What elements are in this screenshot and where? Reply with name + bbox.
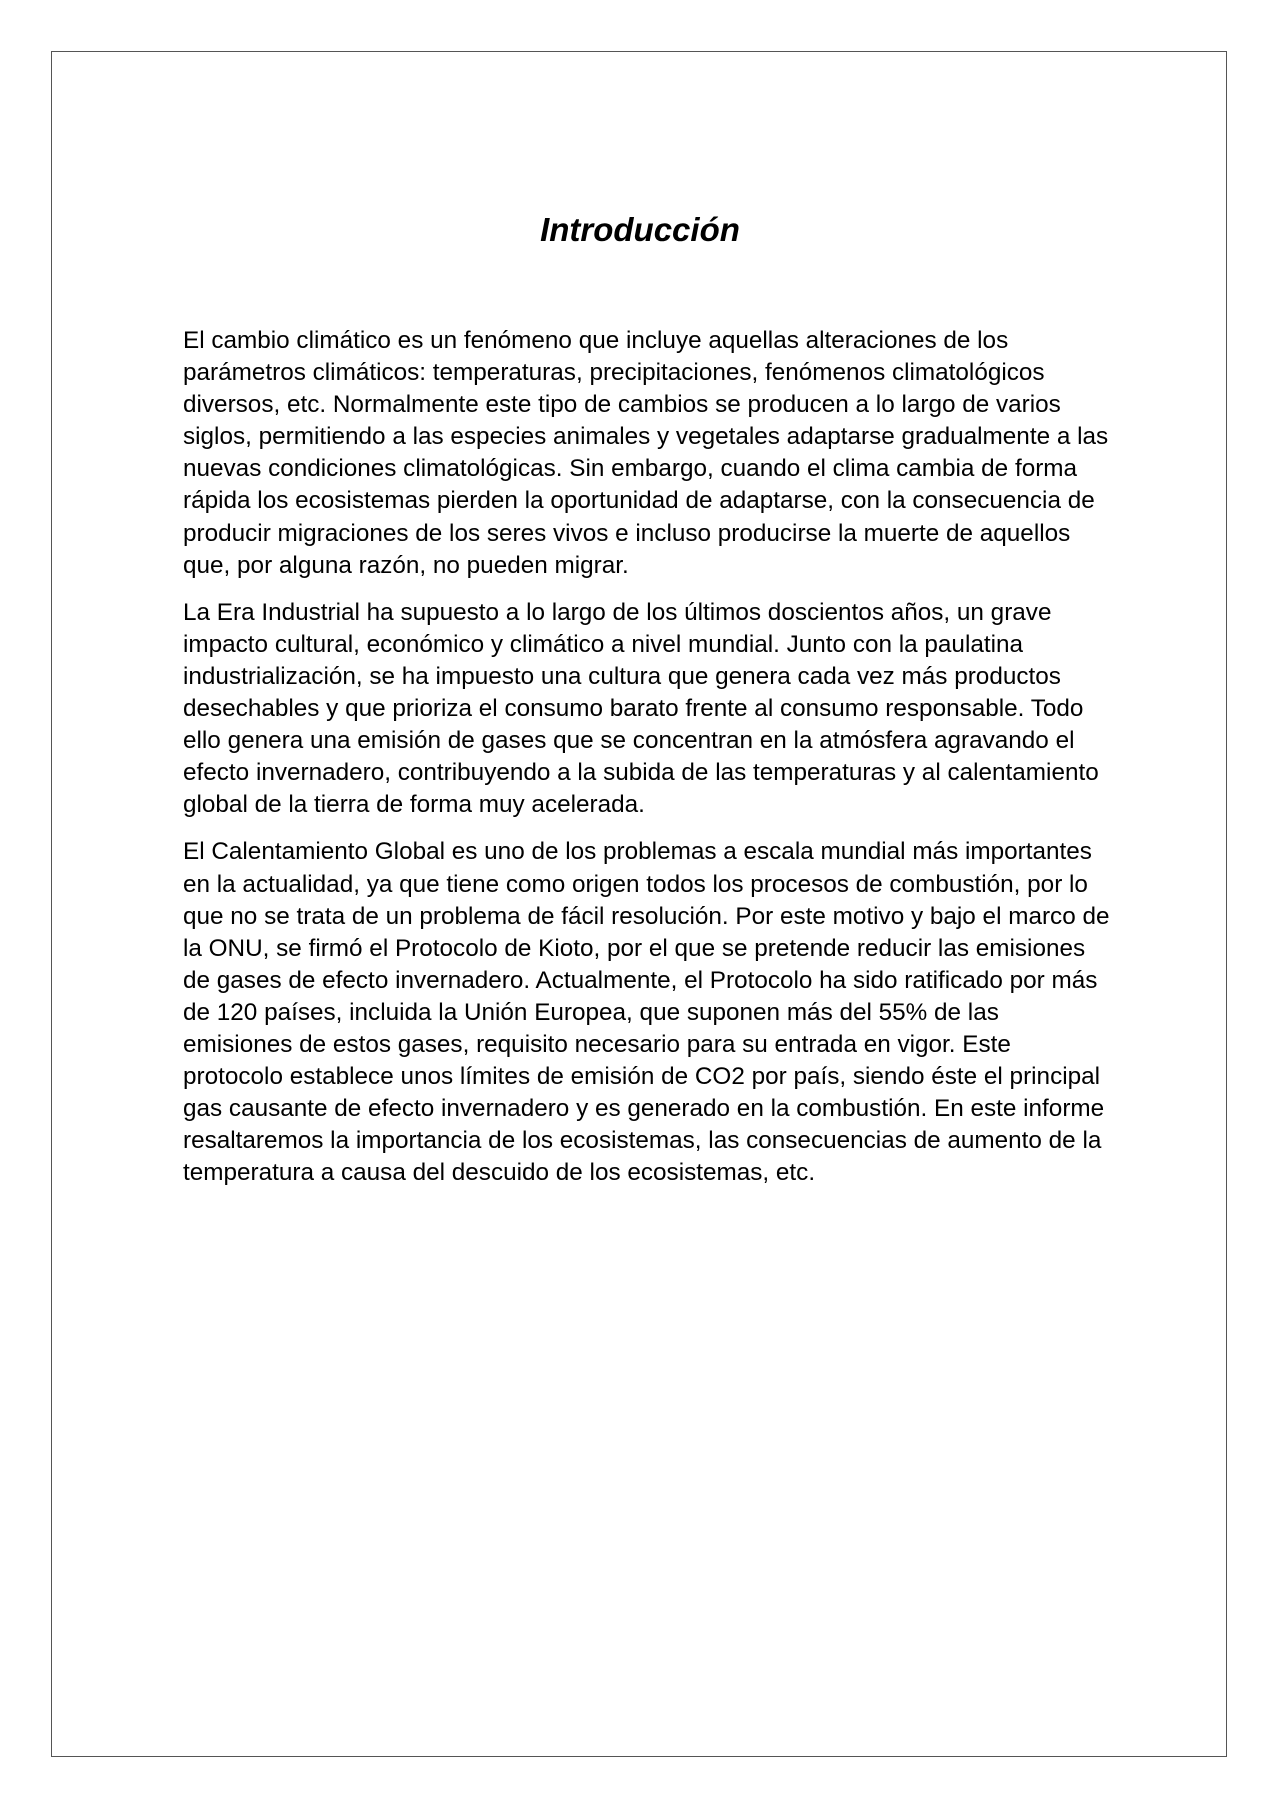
paragraph-1: El cambio climático es un fenómeno que incluye aquellas alteraciones de los parámetros climáticos: temperaturas, precipitaciones, fenómenos climatológicos diversos, etc. Normalmente este tipo de cambios se producen a lo largo de varios siglos, permitiendo a las especies animales y vegetales adaptarse gradualmente a las nuevas condiciones climatológicas. Sin embargo, cuando el clima cambia de forma rápida los ecosistemas pierden la oportunidad de adaptarse, con la consecuencia de producir migraciones de los seres vivos e incluso producirse la muerte de aquellos que, por alguna razón, no pueden migrar. [183, 327, 1109, 579]
page-title: Introducción [540, 211, 740, 248]
paragraph-3: El Calentamiento Global es uno de los problemas a escala mundial más importantes en la actualidad, ya que tiene como origen todos los procesos de combustión, por lo que no se trata de un problema de fácil resolución. Por este motivo y bajo el marco de la ONU, se firmó el Protocolo de Kioto, por el que se pretende reducir las emisiones de gases de efecto invernadero. Actualmente, el Protocolo ha sido ratificado por más de 120 países, incluida la Unión Europea, que suponen más del 55% de las emisiones de estos gases, requisito necesario para su entrada en vigor. Este protocolo establece unos límites de emisión de CO2 por país, siendo éste el principal gas causante de efecto invernadero y es generado en la combustión. En este informe resaltaremos la importancia de los ecosistemas, las consecuencias de aumento de la temperatura a causa del descuido de los ecosistemas, etc. [183, 838, 1110, 1187]
paragraph-2: La Era Industrial ha supuesto a lo largo de los últimos doscientos años, un grave impacto cultural, económico y climático a nivel mundial. Junto con la paulatina industrialización, se ha impuesto una cultura que genera cada vez más productos desechables y que prioriza el consumo barato frente al consumo responsable. Todo ello genera una emisión de gases que se concentran en la atmósfera agravando el efecto invernadero, contribuyendo a la subida de las temperaturas y al calentamiento global de la tierra de forma muy acelerada. [183, 598, 1099, 819]
document-body [183, 325, 1113, 1204]
